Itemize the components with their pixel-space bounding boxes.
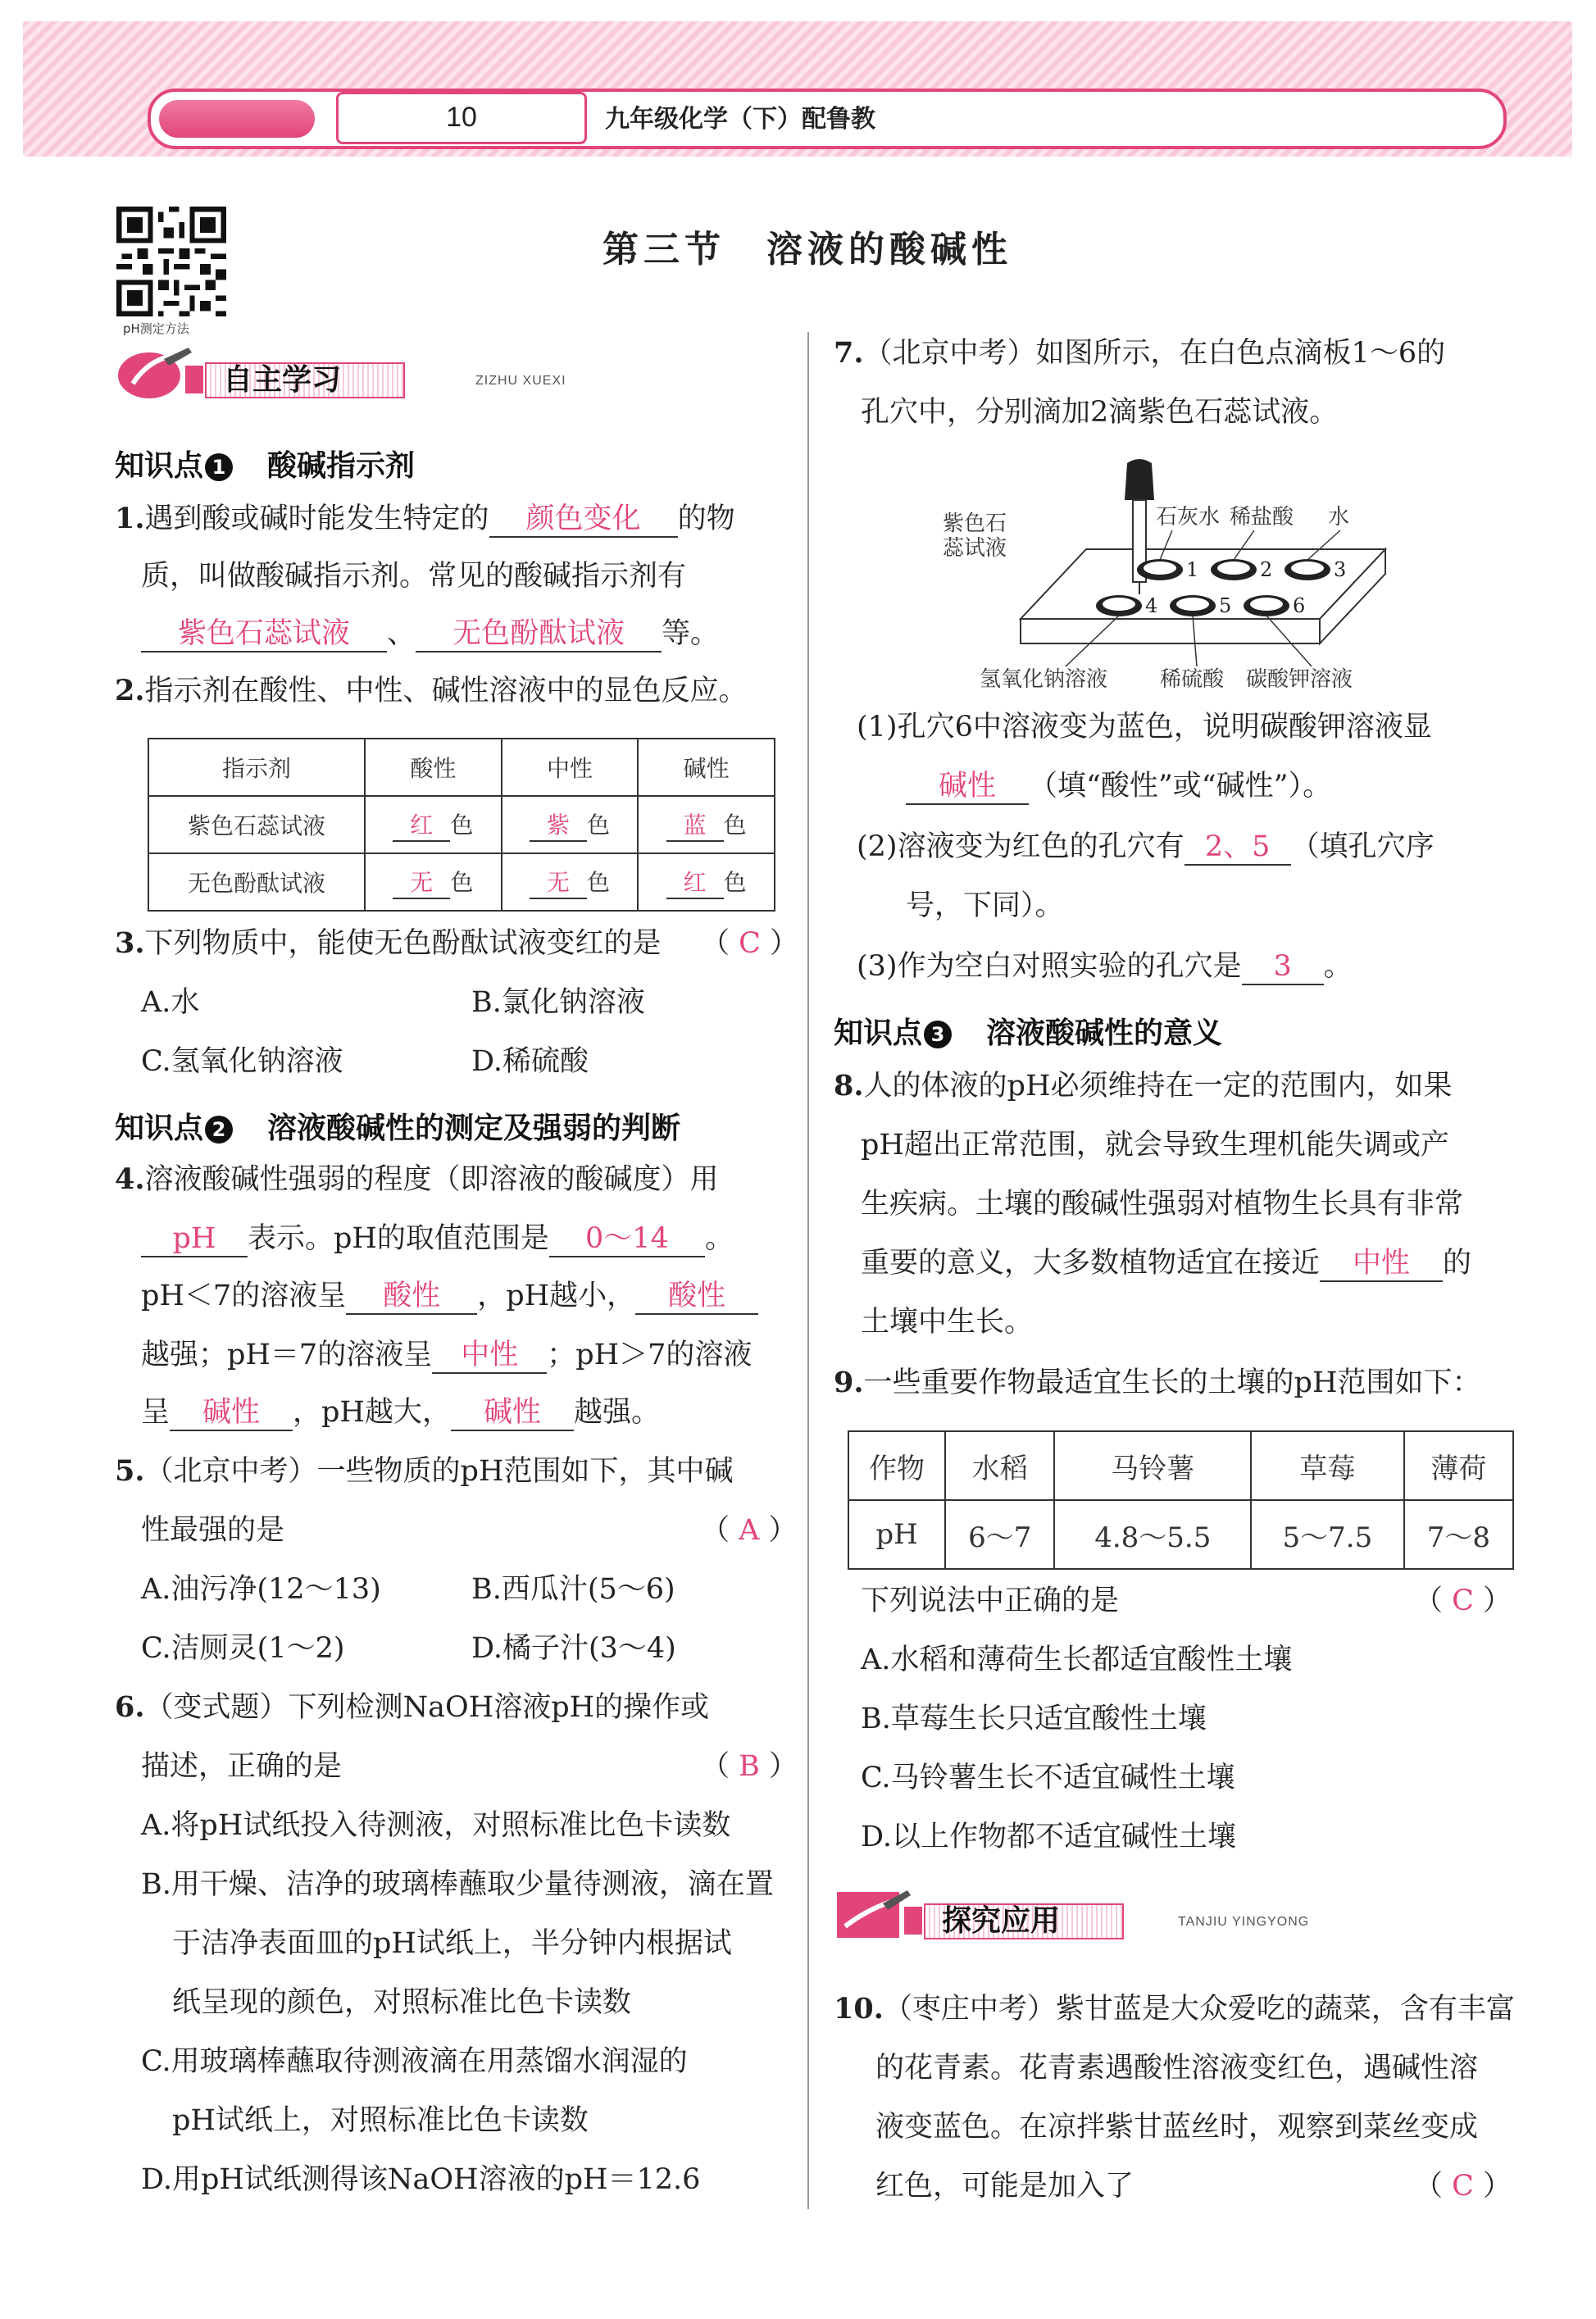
q6-line1: 6.（变式题）下列检测NaOH溶液pH的操作或 xyxy=(115,1690,710,1724)
banner-block xyxy=(185,366,203,393)
q6-option-c1: C.用玻璃棒蘸取待测液滴在用蒸馏水润湿的 xyxy=(141,2045,688,2078)
q1-line3: 紫色石蕊试液 、 无色酚酞试液 等。 xyxy=(141,616,719,653)
q9-option-a: A.水稻和薄荷生长都适宜酸性土壤 xyxy=(861,1644,1293,1676)
page-number: 10 xyxy=(336,92,587,144)
q1-line1: 1.遇到酸或碱时能发生特定的 颜色变化 的物 xyxy=(115,502,735,538)
q7-line2: 孔穴中，分别滴加2滴紫色石蕊试液。 xyxy=(861,396,1339,429)
q7-sub1-line1: (1)孔穴6中溶液变为蓝色，说明碳酸钾溶液显 xyxy=(857,711,1432,743)
q5-line1: 5.（北京中考）一些物质的pH范围如下，其中碱 xyxy=(115,1454,734,1488)
q9-answer: （ C ） xyxy=(1414,1585,1512,1617)
hole-num-5: 5 xyxy=(1219,594,1232,617)
q9-option-d: D.以上作物都不适宜碱性土壤 xyxy=(861,1821,1236,1853)
q10-line1: 10.（枣庄中考）紫甘蓝是大众爱吃的蔬菜，含有丰富 xyxy=(834,1992,1515,2026)
q3-option-a: A.水 xyxy=(141,986,200,1019)
book-title: 九年级化学（下）配鲁教 xyxy=(605,105,875,134)
label-top-1: 石灰水 xyxy=(1156,505,1221,530)
dropper-label-1: 紫色石 xyxy=(943,512,1007,536)
knowledge-point-1: 知识点 1 酸碱指示剂 xyxy=(115,449,416,483)
label-top-2: 稀盐酸 xyxy=(1230,505,1294,530)
q7-sub1-line2: 碱性 （填“酸性”或“碱性”）。 xyxy=(906,769,1331,805)
q4-line3: pH＜7的溶液呈 酸性 ，pH越小， 酸性 xyxy=(141,1279,758,1315)
q6-answer: （ B ） xyxy=(701,1750,798,1783)
q6-option-b3: 纸呈现的颜色，对照标准比色卡读数 xyxy=(172,1986,632,2019)
hole-4 xyxy=(1096,595,1142,616)
hole-num-6: 6 xyxy=(1293,594,1306,617)
q3-text: 3.下列物质中，能使无色酚酞试液变红的是 xyxy=(115,926,662,960)
q3-option-c: C.氢氧化钠溶液 xyxy=(141,1045,343,1078)
banner-pinyin: TANJIU YINGYONG xyxy=(1178,1915,1310,1929)
q5-option-b: B.西瓜汁(5～6) xyxy=(471,1573,675,1606)
label-top-3: 水 xyxy=(1328,505,1350,530)
q5-answer: （ A ） xyxy=(701,1514,798,1547)
hole-num-2: 2 xyxy=(1260,558,1273,581)
section-title: 第三节 溶液的酸碱性 xyxy=(602,229,1012,271)
q6-option-b1: B.用干燥、洁净的玻璃棒蘸取少量待测液，滴在置 xyxy=(141,1868,774,1901)
hole-1 xyxy=(1137,559,1183,580)
q10-line3: 液变蓝色。在凉拌紫甘蓝丝时，观察到菜丝变成 xyxy=(875,2111,1479,2144)
q8-line1: 8.人的体液的pH必须维持在一定的范围内，如果 xyxy=(834,1069,1453,1103)
spot-plate-diagram xyxy=(943,455,1402,693)
q8-line2: pH超出正常范围，就会导致生理机能失调或产 xyxy=(861,1129,1449,1162)
self-study-banner xyxy=(115,344,689,402)
q4-line5: 呈 碱性 ，pH越大， 碱性 越强。 xyxy=(141,1395,660,1431)
q7-sub2-line1: (2)溶液变为红色的孔穴有 2、5 （填孔穴序 xyxy=(857,830,1435,866)
q10-answer: （ C ） xyxy=(1414,2170,1512,2203)
q9-option-c: C.马铃薯生长不适宜碱性土壤 xyxy=(861,1762,1235,1794)
q5-line2: 性最强的是 xyxy=(141,1514,285,1547)
q10-line2: 的花青素。花青素遇酸性溶液变红色，遇碱性溶 xyxy=(875,2052,1479,2085)
q8-line3: 生疾病。土壤的酸碱性强弱对植物生长具有非常 xyxy=(861,1188,1464,1221)
hole-2 xyxy=(1211,559,1257,580)
q3-answer: （ C ） xyxy=(701,927,799,960)
dropper-label-2: 蕊试液 xyxy=(943,536,1007,561)
hole-3 xyxy=(1285,559,1330,580)
q6-option-b2: 于洁净表面皿的pH试纸上，半分钟内根据试 xyxy=(172,1927,732,1960)
banner-label: 自主学习 xyxy=(205,362,405,398)
label-bottom-3: 碳酸钾溶液 xyxy=(1246,667,1353,692)
q8-line4: 重要的意义，大多数植物适宜在接近 中性 的 xyxy=(861,1246,1471,1282)
q9-option-b: B.草莓生长只适宜酸性土壤 xyxy=(861,1703,1207,1735)
q9-text: 9.一些重要作物最适宜生长的土壤的pH范围如下： xyxy=(834,1366,1481,1399)
crop-ph-table: 作物 水稻 马铃薯 草莓 薄荷 pH 6～7 4.8～5.5 5～7.5 7～8 xyxy=(848,1430,1514,1570)
q2-text: 2.指示剂在酸性、中性、碱性溶液中的显色反应。 xyxy=(115,674,748,707)
q10-line4: 红色，可能是加入了 xyxy=(875,2170,1134,2203)
q6-option-a: A.将pH试纸投入待测液，对照标准比色卡读数 xyxy=(141,1809,731,1842)
banner-pinyin: ZIZHU XUEXI xyxy=(475,374,566,388)
label-bottom-2: 稀硫酸 xyxy=(1160,667,1225,692)
hole-5 xyxy=(1170,595,1216,616)
q7-sub2-line2: 号，下同）。 xyxy=(906,889,1064,922)
q3-option-d: D.稀硫酸 xyxy=(471,1045,589,1078)
dropper-bulb xyxy=(1125,459,1154,500)
pen-icon xyxy=(115,344,197,402)
q6-line2: 描述，正确的是 xyxy=(141,1750,343,1783)
q8-line5: 土壤中生长。 xyxy=(861,1306,1034,1339)
q6-option-c2: pH试纸上，对照标准比色卡读数 xyxy=(172,2104,589,2137)
q9-question: 下列说法中正确的是 xyxy=(861,1585,1120,1617)
banner-block xyxy=(904,1907,922,1935)
q6-option-d: D.用pH试纸测得该NaOH溶液的pH＝12.6 xyxy=(141,2163,701,2196)
knowledge-point-3: 知识点 3 溶液酸碱性的意义 xyxy=(834,1016,1223,1050)
pen-icon xyxy=(834,1885,916,1943)
q4-line2: pH 表示。pH的取值范围是 0～14 。 xyxy=(141,1221,734,1257)
banner-label: 探究应用 xyxy=(924,1903,1124,1939)
q1-line2: 质，叫做酸碱指示剂。常见的酸碱指示剂有 xyxy=(141,560,687,593)
q3-option-b: B.氯化钠溶液 xyxy=(471,986,645,1019)
hole-num-3: 3 xyxy=(1334,558,1347,581)
qr-caption: pH测定方法 xyxy=(123,321,189,336)
column-divider xyxy=(807,332,809,2209)
label-bottom-1: 氢氧化钠溶液 xyxy=(980,667,1108,692)
knowledge-point-2: 知识点 2 溶液酸碱性的测定及强弱的判断 xyxy=(115,1112,681,1145)
q4-line1: 4.溶液酸碱性强弱的程度（即溶液的酸碱度）用 xyxy=(115,1162,719,1196)
q5-option-c: C.洁厕灵(1～2) xyxy=(141,1632,345,1665)
plate-front xyxy=(1021,619,1320,643)
indicator-table: 指示剂 酸性 中性 碱性 紫色石蕊试液 红 色 紫 色 蓝 色 无色酚酞试液 无 色 无 色 红 色 xyxy=(148,738,775,912)
hole-6 xyxy=(1244,595,1289,616)
qr-code-icon[interactable] xyxy=(116,207,226,316)
explore-banner xyxy=(834,1885,1407,1943)
q5-option-d: D.橘子汁(3～4) xyxy=(471,1632,676,1665)
hole-num-1: 1 xyxy=(1186,558,1199,581)
q7-line1: 7.（北京中考）如图所示，在白色点滴板1～6的 xyxy=(834,336,1446,370)
q7-sub3: (3)作为空白对照实验的孔穴是 3 。 xyxy=(857,949,1353,985)
q5-option-a: A.油污净(12～13) xyxy=(141,1573,381,1606)
q4-line4: 越强；pH＝7的溶液呈 中性 ；pH＞7的溶液 xyxy=(141,1338,752,1374)
hole-num-4: 4 xyxy=(1145,594,1158,617)
